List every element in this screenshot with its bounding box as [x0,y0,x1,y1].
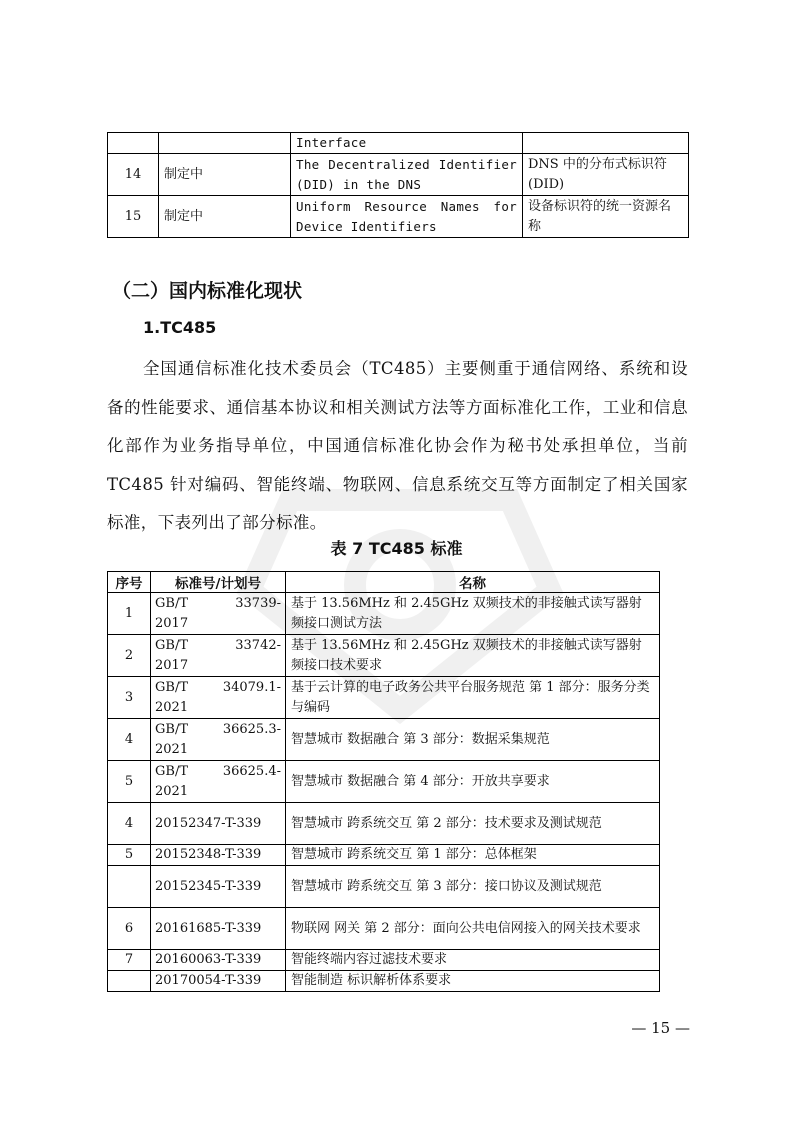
table-row [108,866,660,908]
name-cell: 智能制造 标识解析体系要求 [286,971,660,992]
seq-cell: 15 [108,196,159,238]
title-en-cell: The Decentralized Identifier (DID) in the DNS [291,154,523,196]
table-row [108,133,689,154]
body-paragraph: 全国通信标准化技术委员会（TC485）主要侧重于通信网络、系统和设备的性能要求、通信基本协议和相关测试方法等方面标准化工作，工业和信息化部作为业务指导单位，中国通信标准化协会作为秘书处承担单位，当前 TC485 针对编码、智能终端、物联网、信息系统交互等方面制定了相关国家标准，下表列出了部分标准。 [107,359,688,532]
code-cell: 20152345-T-339 [151,866,286,908]
title-cn-cell: 设备标识符的统一资源名称 [523,196,689,238]
code-prefix: GB/T [155,763,188,779]
code-prefix: GB/T [155,721,188,737]
name-cell: 智能终端内容过滤技术要求 [286,950,660,971]
table-caption: 表 7 TC485 标准 [330,539,463,558]
title-cn-cell: DNS 中的分布式标识符(DID) [523,154,689,196]
tc485-standards-table [107,571,660,992]
identifier-standards-table-continued [107,132,689,238]
table-row [108,677,660,719]
seq-cell [108,971,151,992]
code-cell [151,761,286,803]
name-cell: 智慧城市 跨系统交互 第 1 部分：总体框架 [286,845,660,866]
table-row [108,196,689,238]
code-cell [151,719,286,761]
seq-cell: 5 [108,761,151,803]
name-cell: 智慧城市 跨系统交互 第 2 部分：技术要求及测试规范 [286,803,660,845]
name-cell: 基于 13.56MHz 和 2.45GHz 双频技术的非接触式读写器射频接口技术要求 [286,635,660,677]
code-year: 2021 [155,783,189,799]
code-number: 33742- [235,637,281,653]
seq-cell: 14 [108,154,159,196]
code-number: 36625.3- [222,721,281,737]
name-cell: 物联网 网关 第 2 部分：面向公共电信网接入的网关技术要求 [286,908,660,950]
code-cell: 20160063-T-339 [151,950,286,971]
code-year: 2017 [155,615,189,631]
status-cell [159,133,291,154]
table-row [108,908,660,950]
table-row [108,635,660,677]
code-cell: 20152347-T-339 [151,803,286,845]
code-prefix: GB/T [155,637,188,653]
table-row [108,845,660,866]
table-row [108,971,660,992]
name-cell: 智慧城市 数据融合 第 4 部分：开放共享要求 [286,761,660,803]
code-cell: 20170054-T-339 [151,971,286,992]
table-row [108,719,660,761]
seq-cell: 2 [108,635,151,677]
seq-cell: 5 [108,845,151,866]
header-code: 标准号/计划号 [151,572,286,593]
table-row [108,761,660,803]
seq-cell: 1 [108,593,151,635]
code-prefix: GB/T [155,595,188,611]
title-en-cell: Interface [291,133,523,154]
name-cell: 基于 13.56MHz 和 2.45GHz 双频技术的非接触式读写器射频接口测试方法 [286,593,660,635]
code-number: 34079.1- [222,679,281,695]
name-cell: 基于云计算的电子政务公共平台服务规范 第 1 部分：服务分类与编码 [286,677,660,719]
title-cn-cell [523,133,689,154]
code-cell [151,677,286,719]
title-en-cell: Uniform Resource Names for Device Identifiers [291,196,523,238]
code-cell [151,635,286,677]
status-cell: 制定中 [159,196,291,238]
seq-cell: 4 [108,803,151,845]
code-cell [151,593,286,635]
seq-cell: 4 [108,719,151,761]
code-number: 33739- [235,595,281,611]
name-cell: 智慧城市 数据融合 第 3 部分：数据采集规范 [286,719,660,761]
header-name: 名称 [286,572,660,593]
code-prefix: GB/T [155,679,188,695]
table-row [108,154,689,196]
page-number: — 15 — [631,1019,690,1037]
seq-cell: 6 [108,908,151,950]
subsection-heading: 1.TC485 [143,318,217,337]
code-year: 2021 [155,699,189,715]
code-year: 2021 [155,741,189,757]
table-header-row [108,572,660,593]
seq-cell [108,133,159,154]
table-row [108,593,660,635]
code-cell: 20152348-T-339 [151,845,286,866]
seq-cell: 7 [108,950,151,971]
seq-cell: 3 [108,677,151,719]
seq-cell [108,866,151,908]
header-seq: 序号 [108,572,151,593]
section-heading: （二）国内标准化现状 [112,280,303,302]
code-cell: 20161685-T-339 [151,908,286,950]
name-cell: 智慧城市 跨系统交互 第 3 部分：接口协议及测试规范 [286,866,660,908]
code-number: 36625.4- [222,763,281,779]
status-cell: 制定中 [159,154,291,196]
table-row [108,950,660,971]
table-row [108,803,660,845]
code-year: 2017 [155,657,189,673]
